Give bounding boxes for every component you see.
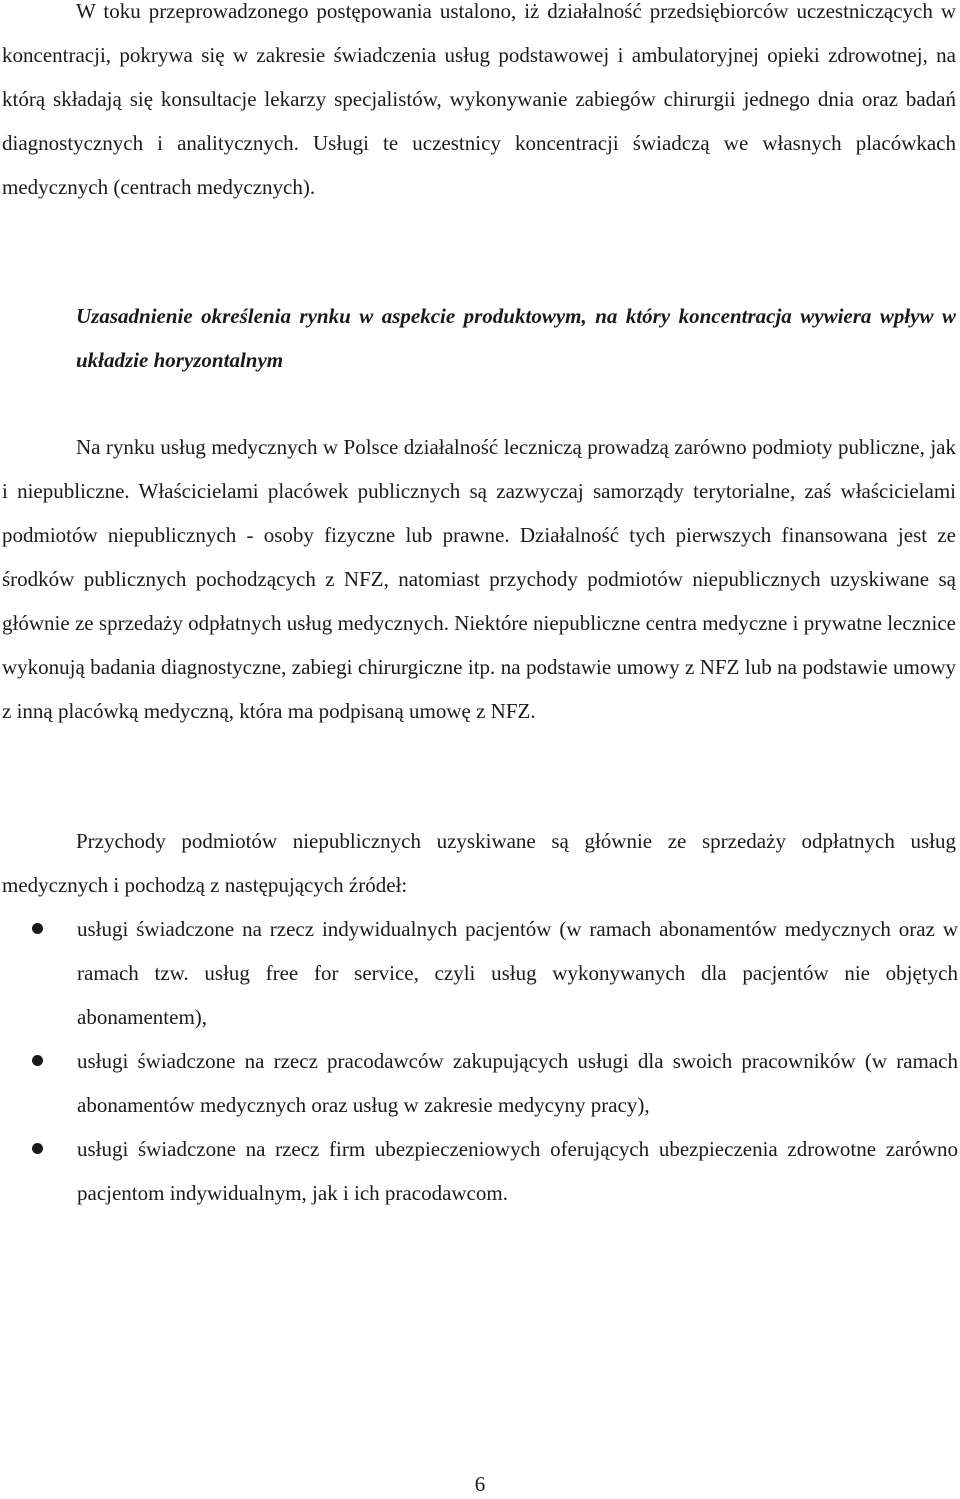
revenue-paragraph: Przychody podmiotów niepublicznych uzyskiwane są głównie ze sprzedaży odpłatnych usług medycznych i pochodzą z następujących źródeł: bbox=[2, 829, 956, 897]
section-title: Uzasadnienie określenia rynku w aspekcie produktowym, na który koncentracja wywiera wpływ w układzie horyzontalnym bbox=[76, 304, 956, 372]
bullet-icon bbox=[32, 1055, 43, 1066]
bullet-icon bbox=[32, 1143, 43, 1154]
section-number bbox=[2, 294, 76, 338]
list-item-text: usługi świadczone na rzecz indywidualnych pacjentów (w ramach abonamentów medycznych oraz w ramach tzw. usług free for service, czyli usług wykonywanych dla pacjentów nie objętych abonamentem), bbox=[77, 917, 958, 1029]
revenue-sources-list bbox=[0, 907, 958, 1215]
section-heading bbox=[2, 294, 956, 382]
market-paragraph: Na rynku usług medycznych w Polsce działalność leczniczą prowadzą zarówno podmioty publiczne, jak i niepubliczne. Właścicielami placówek publicznych są zazwyczaj samorządy terytorialne, zaś właścicielami podmiotów niepublicznych - osoby fizyczne lub prawne. Działalność tych pierwszych finansowana jest ze środków publicznych pochodzących z NFZ, natomiast przychody podmiotów niepublicznych uzyskiwane są głównie ze sprzedaży odpłatnych usług medycznych. Niektóre niepubliczne centra medyczne i prywatne lecznice wykonują badania diagnostyczne, zabiegi chirurgiczne itp. na podstawie umowy z NFZ lub na podstawie umowy z inną placówką medyczną, która ma podpisaną umowę z NFZ. bbox=[2, 435, 956, 723]
list-item-text: usługi świadczone na rzecz firm ubezpieczeniowych oferujących ubezpieczenia zdrowotne zarówno pacjentom indywidualnym, jak i ich pracodawcom. bbox=[77, 1137, 958, 1205]
page-number: 6 bbox=[474, 1472, 486, 1496]
list-item bbox=[0, 907, 958, 1039]
list-item bbox=[0, 1039, 958, 1127]
bullet-icon bbox=[32, 923, 43, 934]
list-item bbox=[0, 1127, 958, 1215]
list-item-text: usługi świadczone na rzecz pracodawców zakupujących usługi dla swoich pracowników (w ramach abonamentów medycznych oraz usług w zakresie medycyny pracy), bbox=[77, 1049, 958, 1117]
intro-paragraph: W toku przeprowadzonego postępowania ustalono, iż działalność przedsiębiorców uczestniczących w koncentracji, pokrywa się w zakresie świadczenia usług podstawowej i ambulatoryjnej opieki zdrowotnej, na którą składają się konsultacje lekarzy specjalistów, wykonywanie zabiegów chirurgii jednego dnia oraz badań diagnostycznych i analitycznych. Usługi te uczestnicy koncentracji świadczą we własnych placówkach medycznych (centrach medycznych). bbox=[2, 0, 956, 199]
